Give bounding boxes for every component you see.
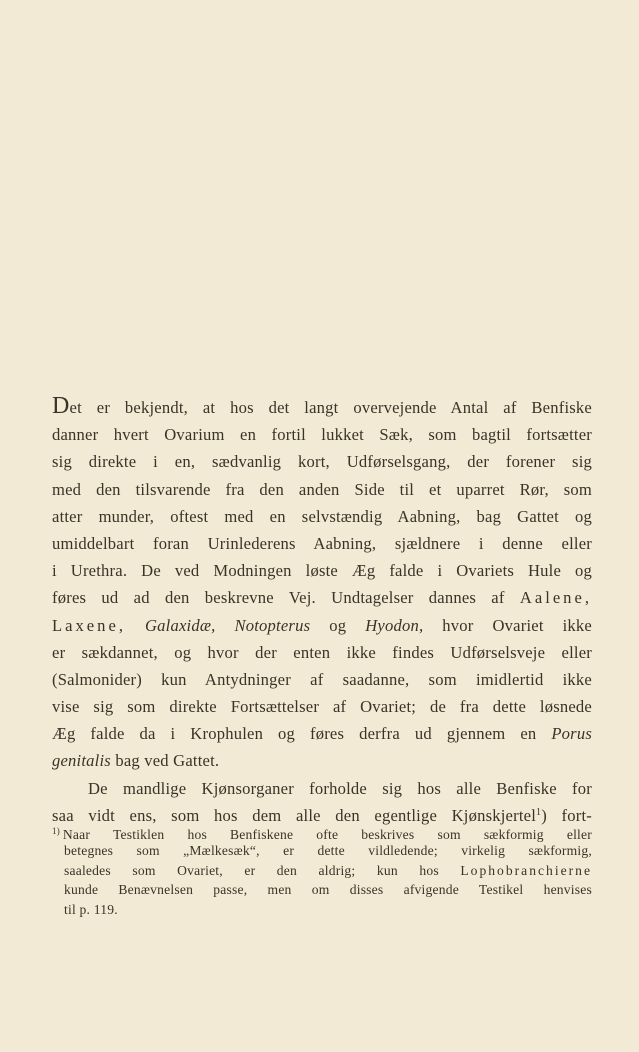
spaced-term: Aalene, [519,588,592,608]
body-text [52,394,592,829]
drop-cap: D [52,393,70,419]
footnote-line: kunde Benævnelsen passe, men om disses afvigende Testikel henvises [64,882,592,898]
italic-term: Galaxidæ, [144,615,216,635]
text-line: vise sig som direkte Fortsættelser af Ovariet; de fra dette løsnede [52,697,592,717]
line-text: føres ud ad den beskrevne Vej. Undtagelser dannes af [52,588,520,608]
text-line: sig direkte i en, sædvanlig kort, Udførselsgang, der forener sig [52,452,592,472]
text-line [52,612,592,639]
text-line [52,584,592,611]
italic-term: genitalis [52,751,111,771]
italic-term: Notopterus [234,615,311,635]
text-line [52,747,592,774]
footnote-line [64,861,592,880]
text-line: danner hvert Ovarium en fortil lukket Sæk, som bagtil fortsætter [52,425,592,445]
line-text: Æg falde da i Krophulen og føres derfra ud gjennem en [52,724,552,744]
footnote-line [52,822,592,841]
line-text: saa vidt ens, som hos dem alle den egentlige Kjønskjertel [52,805,537,825]
text-line: med den tilsvarende fra den anden Side til et uparret Rør, som [52,479,592,499]
spaced-term: Lophobranchierne [460,862,592,878]
footnote-marker: 1) [52,826,60,836]
line-text: hvor Ovariet ikke [423,615,592,635]
text-line: i Urethra. De ved Modningen løste Æg falde i Ovariets Hule og [52,561,592,581]
line-text: og [310,615,366,635]
line-text: bag ved Gattet. [110,751,220,771]
text-line: (Salmonider) kun Antydninger af saadanne, som imidlertid ikke [52,669,592,689]
footnote-line: til p. 119. [64,901,118,917]
footnote [52,822,592,919]
footnote-reference[interactable]: 1 [536,806,542,818]
text-line: De mandlige Kjønsorganer forholde sig hos alle Benfiske for [88,778,592,798]
text-line: atter munder, oftest med en selvstændig Aabning, bag Gattet og [52,506,592,526]
footnote-line: betegnes som „Mælkesæk“, er dette vildledende; virkelig sækformig, [64,843,592,859]
italic-term: Porus [551,724,592,744]
spaced-term: Laxene, [52,615,126,635]
line-text: et er bekjendt, at hos det langt overvejende Antal af Benfiske [69,398,592,417]
text-line [52,394,592,421]
line-text: ) fort- [541,805,592,825]
text-line: umiddelbart foran Urinlederens Aabning, sjældnere i denne eller [52,533,592,553]
footnote-text: Naar Testiklen hos Benfiskene ofte beskrives som sækformig eller [62,827,592,842]
italic-term: Hyodon, [365,615,424,635]
text-line: er sækdannet, og hvor der enten ikke findes Udførselsveje eller [52,642,592,662]
footnote-text: saaledes som Ovariet, er den aldrig; kun hos [64,862,461,878]
text-line [52,720,592,747]
